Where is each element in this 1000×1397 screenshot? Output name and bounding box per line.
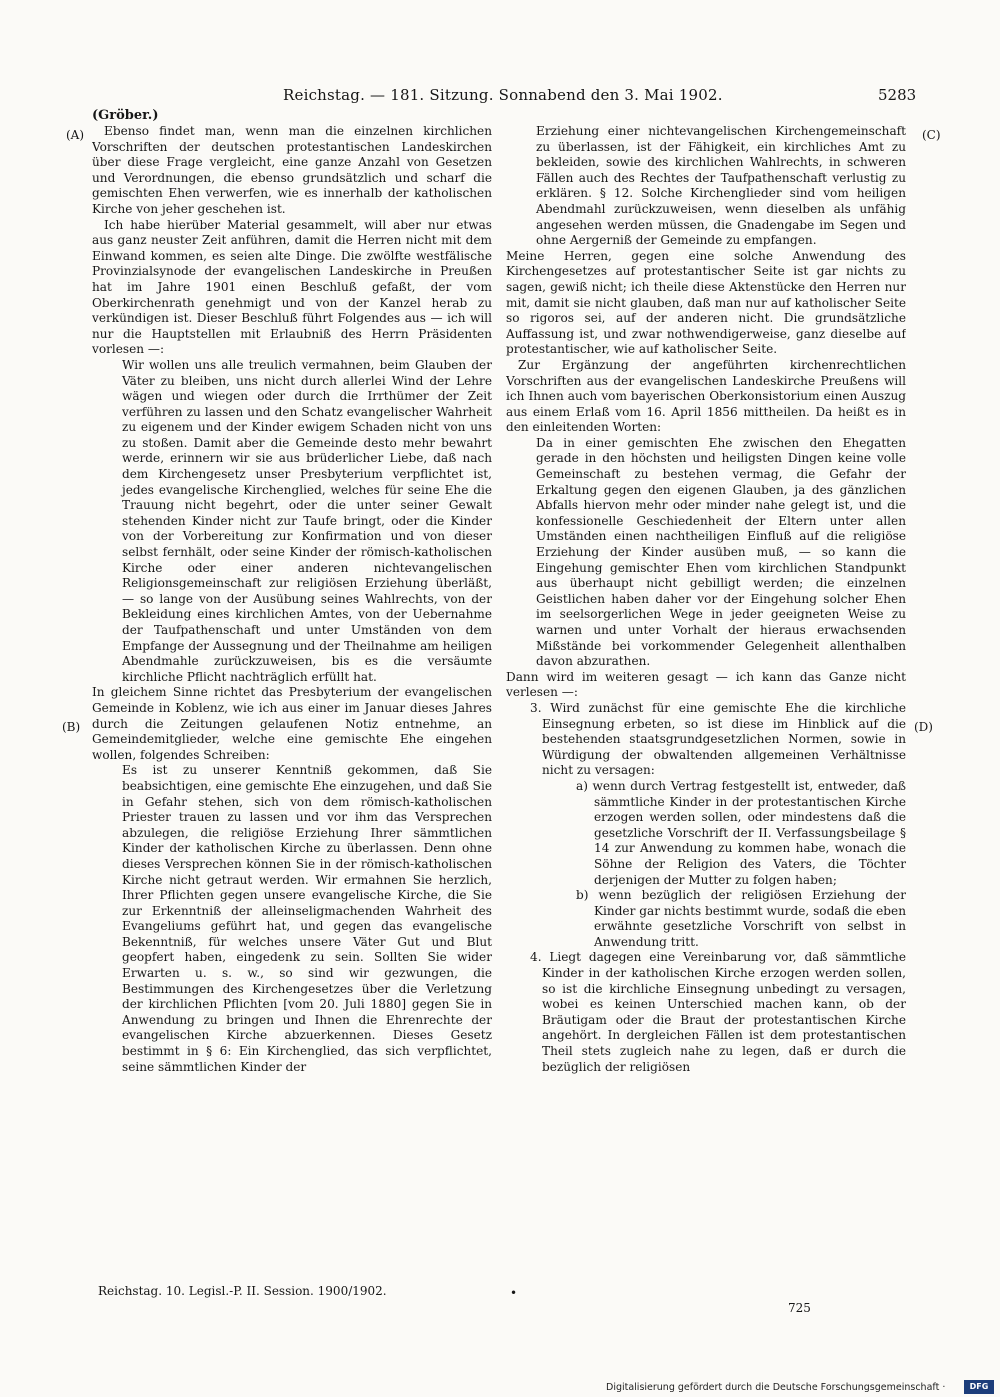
right-column-paragraph: Dann wird im weiteren gesagt — ich kann das Ganze nicht verlesen —: — [506, 669, 906, 700]
right-column-paragraph: Meine Herren, gegen eine solche Anwendung des Kirchengesetzes auf protestantischer Seite ist gar nichts zu sagen, gewiß nicht; ich theile diese Aktenstücke den Herren nur mit, damit sie nicht glauben, daß man nur auf katholischer Seite so rigoros sei, auf der anderen nicht. Die grundsätzliche Auffassung ist, und zwar nothwendigerweise, ganz dieselbe auf protestantischer, wie auf katholischer Seite. — [506, 248, 906, 357]
dfg-logo: DFG — [964, 1380, 994, 1394]
left-column-paragraph: Ich habe hierüber Material gesammelt, will aber nur etwas aus ganz neuster Zeit anführen, damit die Herren nicht mit dem Einwand kommen, es seien alte Dinge. Die zwölfte westfälische Provinzialsynode der evangelischen Landeskirche in Preußen hat im Jahre 1901 einen Beschluß gefaßt, der vom Oberkirchenrath genehmigt und von der Kanzel herab zu verkündigen ist. Dieser Beschluß führt Folgendes aus — ich will nur die Hauptstellen mit Erlaubniß des Herrn Präsidenten vorlesen —: — [92, 217, 492, 357]
margin-mark-d: (D) — [914, 720, 933, 734]
left-column-paragraph: Ebenso findet man, wenn man die einzelnen kirchlichen Vorschriften der deutschen protestantischen Landeskirchen über diese Frage vergleicht, eine ganze Anzahl von Gesetzen und Verordnungen, die ebenso grundsätzlich und scharf die gemischten Ehen verwerfen, wie es innerhalb der katholischen Kirche von jeher geschehen ist. — [92, 124, 492, 216]
left-column-paragraph: Es ist zu unserer Kenntniß gekommen, daß Sie beabsichtigen, eine gemischte Ehe einzugehen, und daß Sie in Gefahr stehen, sich von dem römisch-katholischen Priester trauen zu lassen und vor ihm das Versprechen abzulegen, die religiöse Erziehung Ihrer sämmtlichen Kinder der katholischen Kirche zu überlassen. Denn ohne dieses Versprechen können Sie in der römisch-katholischen Kirche nicht getraut werden. Wir ermahnen Sie herzlich, Ihrer Pflichten gegen unsere evangelische Kirche, die Sie zur Erkenntniß der alleinseligmachenden Wahrheit des Evangeliums geführt hat, und gegen das evangelische Bekenntniß, für welches unsere Väter Gut und Blut geopfert haben, eingedenk zu sein. Sollten Sie wider Erwarten u. s. w., so sind wir gezwungen, die Bestimmungen des Kirchengesetzes über die Verletzung der kirchlichen Pflichten [vom 20. Juli 1880] gegen Sie in Anwendung zu bringen und Ihnen die Ehrenrechte der evangelischen Kirche abzuerkennen. Dieses Gesetz bestimmt in § 6: Ein Kirchenglied, das sich verpflichtet, seine sämmtlichen Kinder der — [122, 763, 492, 1074]
right-column-paragraph: Zur Ergänzung der angeführten kirchenrechtlichen Vorschriften aus der evangelischen Landeskirche Preußens will ich Ihnen auch vom bayerischen Oberkonsistorium einen Auszug aus einem Erlaß vom 16. April 1856 mittheilen. Da heißt es in den einleitenden Worten: — [506, 357, 906, 435]
running-header: Reichstag. — 181. Sitzung. Sonnabend den 3. Mai 1902. — [283, 86, 723, 104]
right-column-paragraph: b) wenn bezüglich der religiösen Erziehung der Kinder gar nichts bestimmt wurde, sodaß die eben erwähnte gesetzliche Vorschrift von selbst in Anwendung tritt. — [576, 888, 906, 949]
right-column-paragraph: a) wenn durch Vertrag festgestellt ist, entweder, daß sämmtliche Kinder in der protestantischen Kirche erzogen werden sollen, oder mindestens daß die gesetzliche Vorschrift der II. Verfassungsbeilage § 14 zur Anwendung zu kommen habe, wonach die Söhne der Religion des Vaters, die Töchter derjenigen der Mutter zu folgen haben; — [576, 778, 906, 887]
digitization-credit: Digitalisierung gefördert durch die Deutsche Forschungsgemeinschaft · — [606, 1382, 946, 1393]
right-column-paragraph: Da in einer gemischten Ehe zwischen den Ehegatten gerade in den höchsten und heiligsten Dingen keine volle Gemeinschaft zu bestehen vermag, die Gefahr der Erkaltung gegen den eigenen Glauben, ja des gänzlichen Abfalls hiervon mehr oder minder nahe gelegt ist, und die konfessionelle Geschiedenheit der Eltern unter allen Umständen einen nachtheiligen Einfluß auf die religiöse Erziehung der Kinder ausüben muß, — so kann die Eingehung gemischter Ehen vom kirchlichen Standpunkt aus überhaupt nicht gebilligt werden; die einzelnen Geistlichen haben daher vor der Eingehung solcher Ehen im seelsorgerlichen Wege in jeder geeigneten Weise zu warnen und unter Vorhalt der hieraus erwachsenden Mißstände bei vorkommender Gelegenheit allenthalben davon abzurathen. — [536, 435, 906, 669]
left-column — [92, 124, 492, 1266]
right-column-paragraph: 4. Liegt dagegen eine Vereinbarung vor, daß sämmtliche Kinder in der katholischen Kirche erzogen werden sollen, so ist die kirchliche Einsegnung unbedingt zu versagen, wobei es keinen Unterschied machen kann, ob der Bräutigam oder die Braut der protestantischen Kirche angehört. In dergleichen Fällen ist dem protestantischen Theil stets zugleich nahe zu legen, daß er durch die bezüglich der religiösen — [530, 950, 906, 1074]
margin-mark-b: (B) — [62, 720, 81, 734]
left-column-paragraph: Wir wollen uns alle treulich vermahnen, beim Glauben der Väter zu bleiben, uns nicht durch allerlei Wind der Lehre wägen und wiegen oder durch die Irrthümer der Zeit verführen zu lassen und den Schatz evangelischer Wahrheit zu eigenem und der Kinder ewigem Schaden nicht von uns zu stoßen. Damit aber die Gemeinde desto mehr bewahrt werde, erinnern wir sie aus brüderlicher Liebe, daß nach dem Kirchengesetz unser Presbyterium verpflichtet ist, jedes evangelische Kirchenglied, welches für seine Ehe die Trauung nicht begehrt, oder die unter seiner Gewalt stehenden Kinder nicht zur Taufe bringt, oder die Kinder von der Vorbereitung zur Konfirmation und von dieser selbst fernhält, oder seine Kinder der römisch-katholischen Kirche oder einer anderen nichtevangelischen Religionsgemeinschaft zur religiösen Erziehung überläßt, — so lange von der Ausübung seines Wahlrechts, von der Bekleidung eines kirchlichen Amtes, von der Uebernahme der Taufpathenschaft und unter Umständen von dem Empfange der Aussegnung und der Theilnahme am heiligen Abendmahle zurückzuweisen, bis es die versäumte kirchliche Pflicht nachträglich erfüllt hat. — [122, 357, 492, 684]
margin-mark-c: (C) — [922, 128, 941, 142]
page-number: 5283 — [878, 86, 917, 104]
right-column-paragraph: 3. Wird zunächst für eine gemischte Ehe die kirchliche Einsegnung erbeten, so ist diese im Hinblick auf die bestehenden staatsgrundgesetzlichen Normen, sowie in Würdigung der obwaltenden allgemeinen Verhältnisse nicht zu versagen: — [530, 700, 906, 778]
margin-mark-a: (A) — [66, 128, 85, 142]
speaker-name: (Gröber.) — [92, 108, 159, 123]
left-column-paragraph: In gleichem Sinne richtet das Presbyterium der evangelischen Gemeinde in Koblenz, wie ich aus einer im Januar dieses Jahres durch die Zeitungen gelaufenen Notiz entnehme, an Gemeindemitglieder, welche eine gemischte Ehe eingehen wollen, folgendes Schreiben: — [92, 685, 492, 762]
right-column — [506, 124, 906, 1266]
footer-session-info: Reichstag. 10. Legisl.-P. II. Session. 1900/1902. — [98, 1284, 387, 1298]
right-column-paragraph: Erziehung einer nichtevangelischen Kirchengemeinschaft zu überlassen, ist der Fähigkeit, ein kirchliches Amt zu bekleiden, sowie des kirchlichen Wahlrechts, in schweren Fällen auch des Rechtes der Taufpathenschaft verlustig zu erklären. § 12. Solche Kirchenglieder sind vom heiligen Abendmahl zurückzuweisen, wenn dieselben als unfähig angesehen werden müssen, die Gnadengabe im Segen und ohne Aergerniß der Gemeinde zu empfangen. — [536, 124, 906, 248]
printer-signature: 725 — [788, 1301, 811, 1315]
page-dot: • — [510, 1286, 518, 1300]
